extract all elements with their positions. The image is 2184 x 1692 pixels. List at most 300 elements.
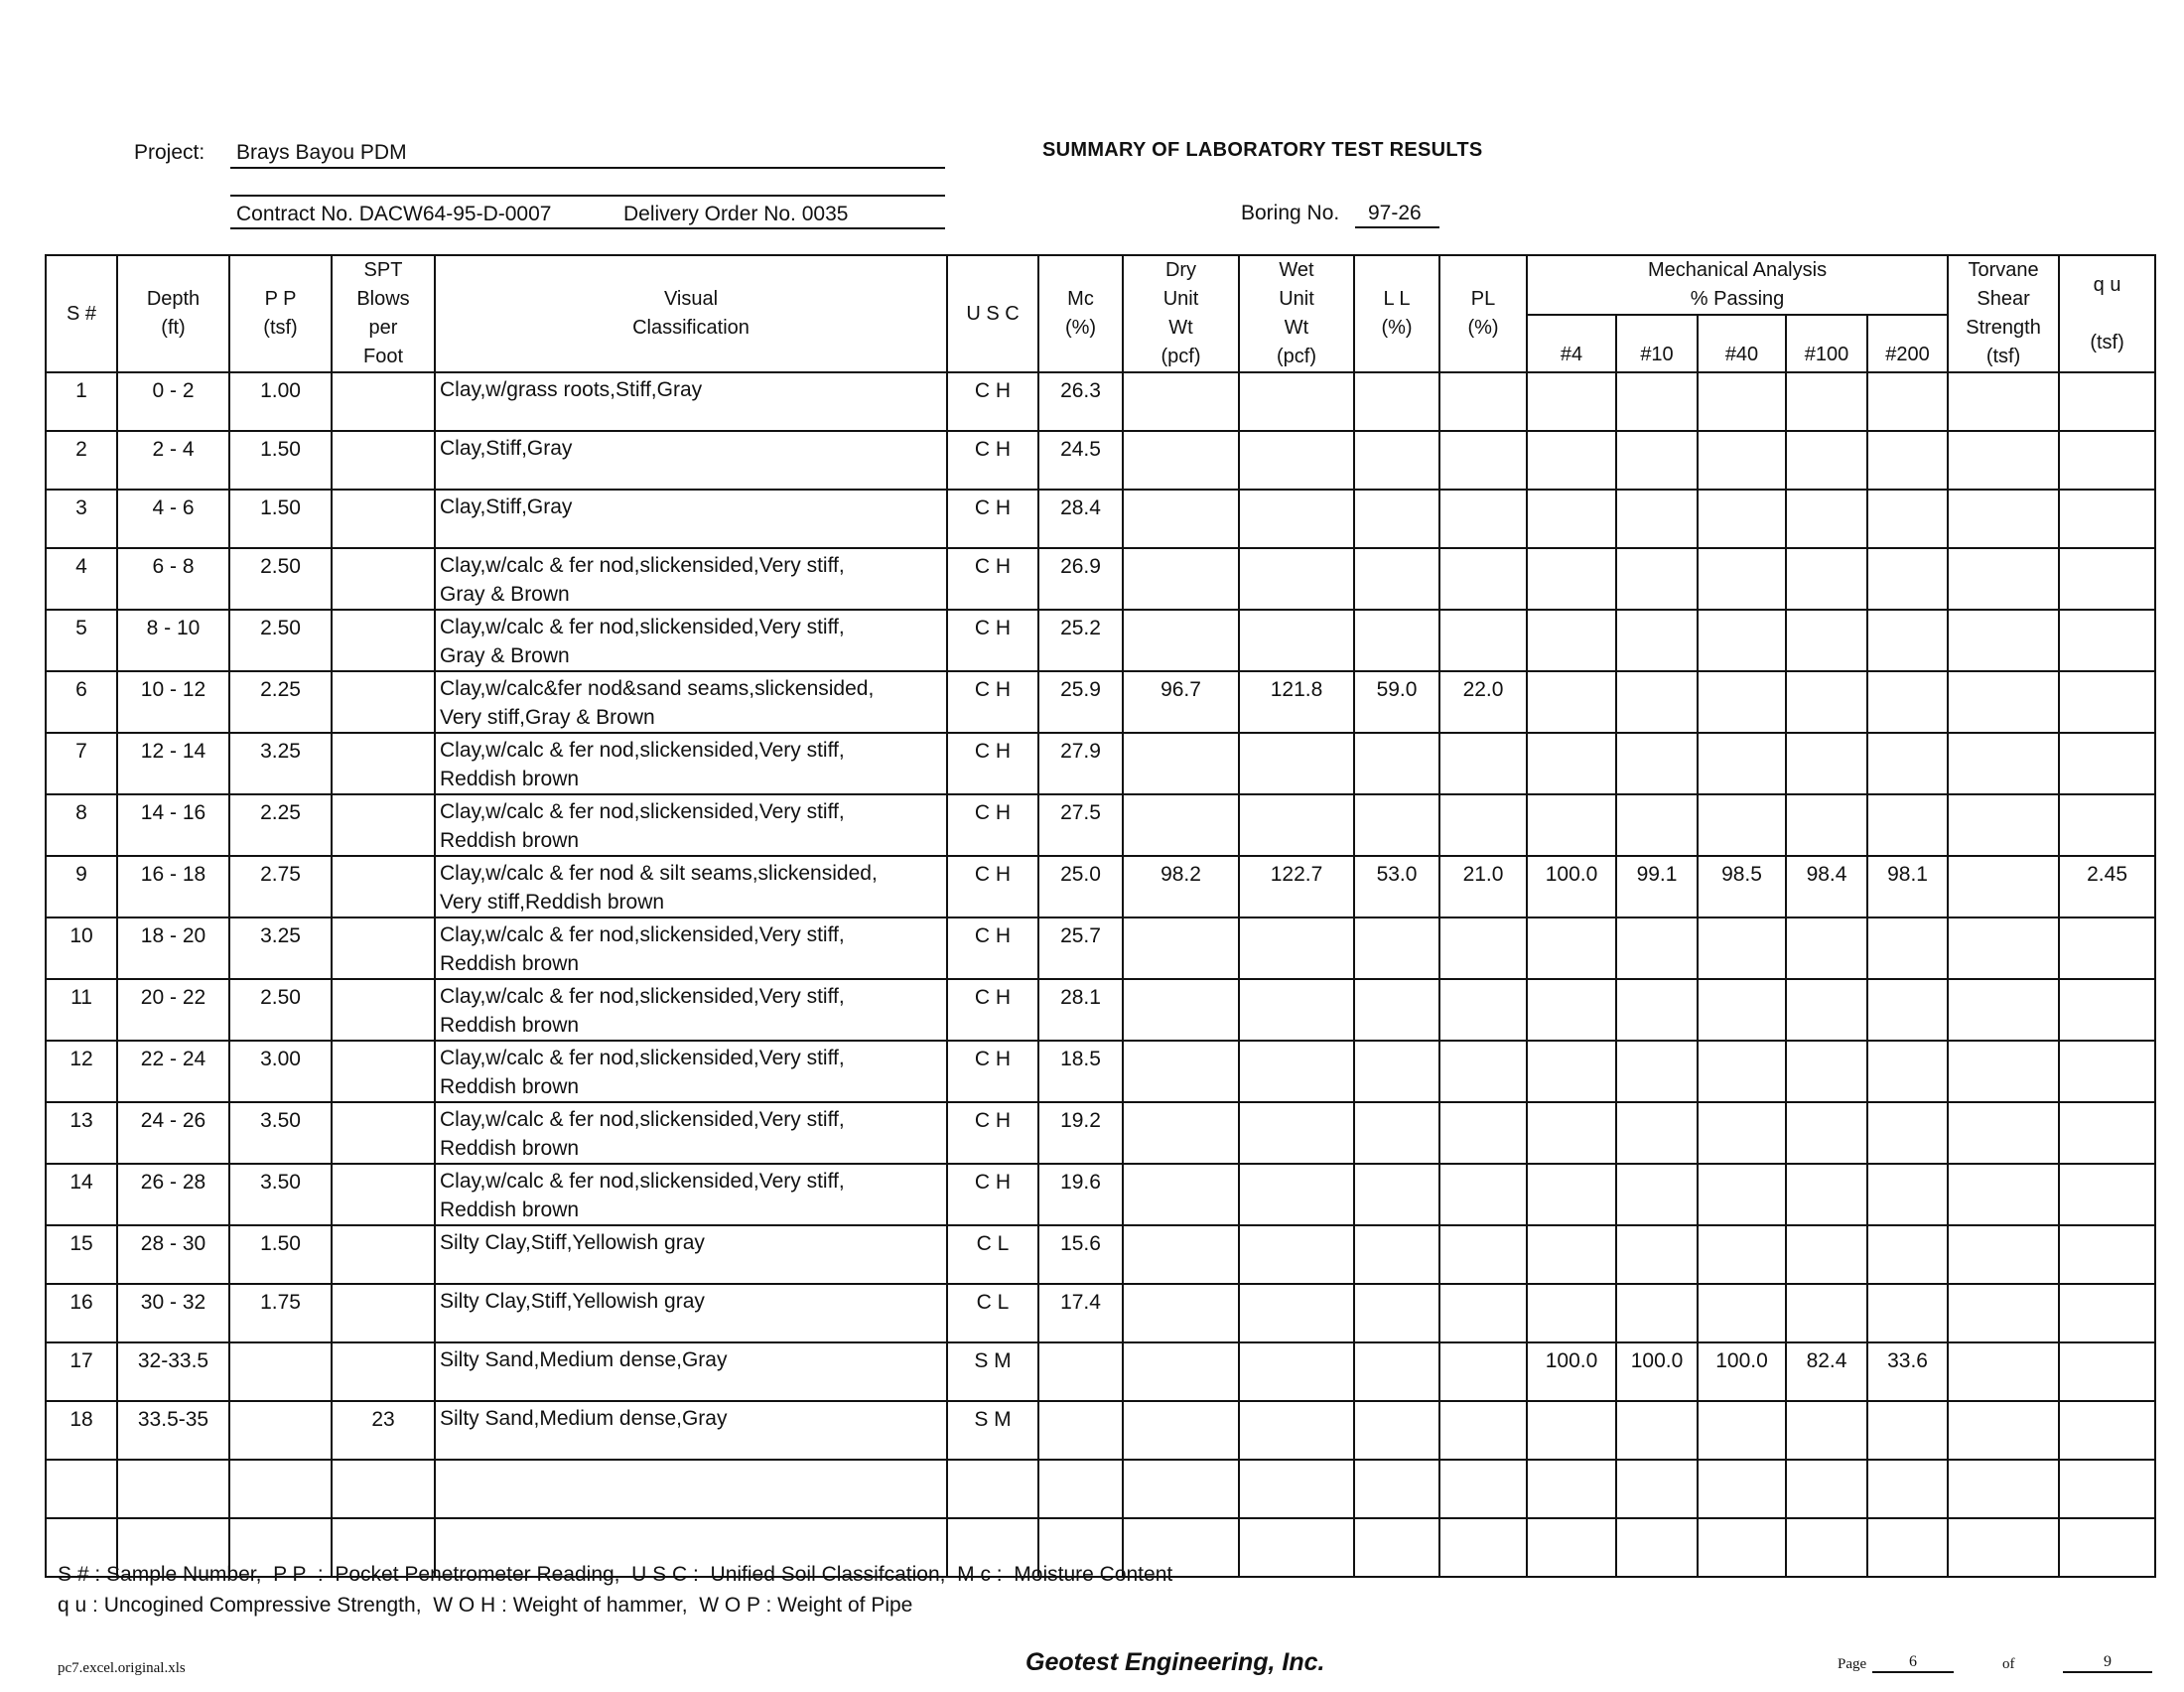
- cell-wet-unit-wt: [1239, 1401, 1354, 1460]
- cell-usc: C L: [947, 1225, 1038, 1284]
- cell-wet-unit-wt: [1239, 1102, 1354, 1164]
- cell-torvane: [1948, 1225, 2059, 1284]
- cell-visual-classification: [435, 1225, 947, 1284]
- cell-sieve-10: 99.1: [1616, 856, 1698, 917]
- cell-sieve-100: [1786, 610, 1867, 671]
- cell-pl: [1439, 1164, 1527, 1225]
- cell-sieve-4: [1527, 431, 1616, 490]
- cell-spt: [332, 490, 435, 548]
- cell-qu: [2059, 610, 2155, 671]
- cell-spt: [332, 1164, 435, 1225]
- cell-torvane: [1948, 1102, 2059, 1164]
- col-visual-classification: Visual Classification: [435, 255, 947, 372]
- cell-dry-unit-wt: [1123, 979, 1239, 1041]
- cell-dry-unit-wt: 96.7: [1123, 671, 1239, 733]
- cell-sieve-200: 98.1: [1867, 856, 1948, 917]
- cell-sample-number: 13: [46, 1102, 117, 1164]
- cell-wet-unit-wt: [1239, 431, 1354, 490]
- cell-sieve-100: [1786, 1041, 1867, 1102]
- classification-line: Gray & Brown: [440, 644, 570, 667]
- table-row: [46, 856, 2155, 917]
- boring-label: Boring No.: [1241, 202, 1340, 224]
- cell-dry-unit-wt: [1123, 490, 1239, 548]
- cell-sieve-200: [1867, 917, 1948, 979]
- cell-sample-number: 8: [46, 794, 117, 856]
- col-sieve-40: #40: [1698, 315, 1786, 372]
- classification-line: Clay,w/calc & fer nod,slickensided,Very stiff,: [440, 985, 845, 1008]
- cell-sieve-40: [1698, 1460, 1786, 1518]
- cell-sieve-200: [1867, 490, 1948, 548]
- cell-sieve-4: [1527, 1164, 1616, 1225]
- cell-sieve-100: [1786, 1164, 1867, 1225]
- cell-pp: [229, 1342, 332, 1401]
- cell-depth: 22 - 24: [117, 1041, 229, 1102]
- classification-line: Clay,w/calc & fer nod & silt seams,slickensided,: [440, 862, 878, 885]
- cell-sieve-10: [1616, 794, 1698, 856]
- cell-pl: [1439, 1460, 1527, 1518]
- cell-visual-classification: [435, 372, 947, 431]
- cell-usc: C H: [947, 1102, 1038, 1164]
- cell-sieve-200: [1867, 1460, 1948, 1518]
- classification-line: Clay,Stiff,Gray: [440, 495, 573, 518]
- cell-usc: C H: [947, 490, 1038, 548]
- cell-torvane: [1948, 431, 2059, 490]
- cell-dry-unit-wt: [1123, 548, 1239, 610]
- boring-value: 97-26: [1368, 202, 1422, 224]
- cell-sieve-10: [1616, 733, 1698, 794]
- cell-pl: [1439, 548, 1527, 610]
- classification-line: Reddish brown: [440, 768, 580, 790]
- cell-sample-number: 5: [46, 610, 117, 671]
- cell-sieve-10: [1616, 917, 1698, 979]
- cell-pp: 3.25: [229, 733, 332, 794]
- classification-line: Reddish brown: [440, 952, 580, 975]
- cell-mc: 15.6: [1038, 1225, 1123, 1284]
- classification-line: Clay,w/calc & fer nod,slickensided,Very stiff,: [440, 1108, 845, 1131]
- table-row: [46, 671, 2155, 733]
- cell-depth: 24 - 26: [117, 1102, 229, 1164]
- table-row: [46, 431, 2155, 490]
- table-row: [46, 1225, 2155, 1284]
- classification-line: Clay,w/calc & fer nod,slickensided,Very stiff,: [440, 923, 845, 946]
- cell-pl: [1439, 610, 1527, 671]
- cell-mc: 26.3: [1038, 372, 1123, 431]
- cell-sieve-40: [1698, 1164, 1786, 1225]
- cell-sieve-10: [1616, 431, 1698, 490]
- cell-wet-unit-wt: [1239, 1225, 1354, 1284]
- of-label: of: [2002, 1656, 2015, 1672]
- classification-line: Silty Clay,Stiff,Yellowish gray: [440, 1231, 705, 1254]
- cell-ll: [1354, 1460, 1439, 1518]
- cell-sieve-40: [1698, 372, 1786, 431]
- cell-ll: [1354, 1041, 1439, 1102]
- cell-usc: C H: [947, 671, 1038, 733]
- cell-sieve-200: [1867, 1041, 1948, 1102]
- cell-pp: 1.50: [229, 431, 332, 490]
- cell-pl: [1439, 1342, 1527, 1401]
- cell-dry-unit-wt: [1123, 1225, 1239, 1284]
- cell-qu: [2059, 548, 2155, 610]
- cell-pp: 2.50: [229, 548, 332, 610]
- table-row: [46, 372, 2155, 431]
- lab-results-table: [45, 254, 2156, 1578]
- footnote-line-2: q u : Uncogined Compressive Strength, W O H : Weight of hammer, W O P : Weight of Pipe: [58, 1594, 913, 1617]
- table-row: [46, 1041, 2155, 1102]
- cell-ll: [1354, 490, 1439, 548]
- cell-sieve-200: [1867, 431, 1948, 490]
- cell-spt: [332, 1284, 435, 1342]
- col-mechanical-analysis: Mechanical Analysis % Passing: [1527, 255, 1948, 315]
- cell-wet-unit-wt: [1239, 1164, 1354, 1225]
- cell-usc: C H: [947, 856, 1038, 917]
- header-rule: [230, 195, 945, 197]
- cell-pl: [1439, 1225, 1527, 1284]
- cell-sieve-200: [1867, 372, 1948, 431]
- cell-ll: [1354, 794, 1439, 856]
- cell-mc: 26.9: [1038, 548, 1123, 610]
- col-sample-number: S #: [46, 255, 117, 372]
- cell-torvane: [1948, 794, 2059, 856]
- cell-sieve-40: [1698, 1518, 1786, 1577]
- cell-sieve-4: [1527, 733, 1616, 794]
- classification-line: Reddish brown: [440, 1137, 580, 1160]
- cell-sieve-4: [1527, 1401, 1616, 1460]
- cell-sieve-100: [1786, 1460, 1867, 1518]
- cell-sieve-200: [1867, 1102, 1948, 1164]
- cell-ll: [1354, 917, 1439, 979]
- cell-torvane: [1948, 856, 2059, 917]
- cell-pp: 1.00: [229, 372, 332, 431]
- cell-dry-unit-wt: [1123, 431, 1239, 490]
- cell-sample-number: 18: [46, 1401, 117, 1460]
- cell-visual-classification: [435, 1342, 947, 1401]
- boring-underline: [1355, 226, 1439, 228]
- cell-visual-classification: [435, 490, 947, 548]
- cell-sieve-40: [1698, 733, 1786, 794]
- classification-line: Clay,w/calc & fer nod,slickensided,Very stiff,: [440, 616, 845, 638]
- cell-sample-number: 4: [46, 548, 117, 610]
- cell-pl: [1439, 1401, 1527, 1460]
- cell-dry-unit-wt: [1123, 1041, 1239, 1102]
- classification-line: Clay,w/calc&fer nod&sand seams,slickensided,: [440, 677, 875, 700]
- cell-pp: 3.25: [229, 917, 332, 979]
- cell-depth: 2 - 4: [117, 431, 229, 490]
- cell-sieve-100: [1786, 794, 1867, 856]
- page-total: 9: [2063, 1653, 2152, 1673]
- classification-line: Reddish brown: [440, 1075, 580, 1098]
- cell-sieve-40: [1698, 1401, 1786, 1460]
- page-title: SUMMARY OF LABORATORY TEST RESULTS: [1042, 139, 1483, 161]
- cell-sieve-4: [1527, 917, 1616, 979]
- cell-dry-unit-wt: [1123, 917, 1239, 979]
- cell-usc: C L: [947, 1284, 1038, 1342]
- cell-sample-number: 1: [46, 372, 117, 431]
- cell-ll: [1354, 431, 1439, 490]
- cell-pl: [1439, 1518, 1527, 1577]
- cell-sample-number: 15: [46, 1225, 117, 1284]
- cell-spt: [332, 856, 435, 917]
- cell-mc: 25.2: [1038, 610, 1123, 671]
- col-spt: SPT Blows per Foot: [332, 255, 435, 372]
- cell-sample-number: 2: [46, 431, 117, 490]
- cell-dry-unit-wt: [1123, 794, 1239, 856]
- cell-dry-unit-wt: [1123, 1284, 1239, 1342]
- cell-mc: 19.6: [1038, 1164, 1123, 1225]
- cell-pl: [1439, 372, 1527, 431]
- cell-depth: 8 - 10: [117, 610, 229, 671]
- cell-dry-unit-wt: [1123, 1401, 1239, 1460]
- cell-wet-unit-wt: [1239, 490, 1354, 548]
- cell-dry-unit-wt: 98.2: [1123, 856, 1239, 917]
- cell-mc: [1038, 1460, 1123, 1518]
- cell-dry-unit-wt: [1123, 610, 1239, 671]
- cell-sieve-100: [1786, 372, 1867, 431]
- cell-usc: C H: [947, 979, 1038, 1041]
- cell-torvane: [1948, 1164, 2059, 1225]
- cell-pl: 21.0: [1439, 856, 1527, 917]
- cell-depth: 6 - 8: [117, 548, 229, 610]
- cell-spt: [332, 794, 435, 856]
- col-ll: L L (%): [1354, 255, 1439, 372]
- cell-spt: [332, 610, 435, 671]
- classification-line: Very stiff,Reddish brown: [440, 891, 665, 914]
- classification-line: Silty Sand,Medium dense,Gray: [440, 1407, 728, 1430]
- cell-sieve-10: [1616, 1460, 1698, 1518]
- project-label: Project:: [134, 141, 205, 164]
- cell-sieve-4: 100.0: [1527, 856, 1616, 917]
- cell-wet-unit-wt: 122.7: [1239, 856, 1354, 917]
- cell-sieve-100: [1786, 548, 1867, 610]
- classification-line: Very stiff,Gray & Brown: [440, 706, 655, 729]
- cell-ll: [1354, 372, 1439, 431]
- delivery-order: Delivery Order No. 0035: [623, 203, 849, 225]
- cell-qu: [2059, 1225, 2155, 1284]
- cell-sieve-40: [1698, 548, 1786, 610]
- cell-sample-number: 9: [46, 856, 117, 917]
- cell-sieve-100: 82.4: [1786, 1342, 1867, 1401]
- cell-pp: 2.25: [229, 794, 332, 856]
- classification-line: Clay,w/calc & fer nod,slickensided,Very stiff,: [440, 1047, 845, 1069]
- cell-torvane: [1948, 548, 2059, 610]
- cell-usc: C H: [947, 1164, 1038, 1225]
- cell-mc: 25.9: [1038, 671, 1123, 733]
- cell-sieve-10: [1616, 979, 1698, 1041]
- cell-pp: 3.50: [229, 1102, 332, 1164]
- cell-sieve-100: [1786, 671, 1867, 733]
- cell-usc: C H: [947, 733, 1038, 794]
- cell-pl: [1439, 979, 1527, 1041]
- cell-pp: 2.50: [229, 979, 332, 1041]
- cell-spt: [332, 979, 435, 1041]
- cell-usc: C H: [947, 917, 1038, 979]
- col-depth: Depth (ft): [117, 255, 229, 372]
- classification-line: Reddish brown: [440, 829, 580, 852]
- cell-ll: [1354, 1342, 1439, 1401]
- cell-sample-number: [46, 1460, 117, 1518]
- cell-pl: [1439, 431, 1527, 490]
- col-qu: q u (tsf): [2059, 255, 2155, 372]
- cell-qu: [2059, 917, 2155, 979]
- cell-sieve-10: 100.0: [1616, 1342, 1698, 1401]
- classification-line: Clay,w/calc & fer nod,slickensided,Very stiff,: [440, 554, 845, 577]
- cell-sieve-4: [1527, 794, 1616, 856]
- cell-sieve-40: [1698, 794, 1786, 856]
- cell-visual-classification: [435, 1401, 947, 1460]
- cell-dry-unit-wt: [1123, 1342, 1239, 1401]
- cell-spt: [332, 671, 435, 733]
- cell-spt: [332, 733, 435, 794]
- cell-mc: [1038, 1342, 1123, 1401]
- cell-spt: [332, 372, 435, 431]
- cell-dry-unit-wt: [1123, 372, 1239, 431]
- cell-usc: [947, 1460, 1038, 1518]
- cell-sieve-10: [1616, 372, 1698, 431]
- cell-sieve-10: [1616, 548, 1698, 610]
- cell-ll: [1354, 1401, 1439, 1460]
- classification-line: Silty Clay,Stiff,Yellowish gray: [440, 1290, 705, 1313]
- cell-wet-unit-wt: [1239, 372, 1354, 431]
- cell-dry-unit-wt: [1123, 1164, 1239, 1225]
- cell-qu: [2059, 1460, 2155, 1518]
- cell-visual-classification: [435, 671, 947, 733]
- cell-usc: S M: [947, 1342, 1038, 1401]
- cell-ll: [1354, 733, 1439, 794]
- cell-sieve-4: 100.0: [1527, 1342, 1616, 1401]
- cell-sieve-10: [1616, 1518, 1698, 1577]
- cell-qu: [2059, 1041, 2155, 1102]
- table-row: [46, 794, 2155, 856]
- cell-torvane: [1948, 1342, 2059, 1401]
- cell-sieve-200: [1867, 979, 1948, 1041]
- cell-mc: 27.5: [1038, 794, 1123, 856]
- classification-line: Gray & Brown: [440, 583, 570, 606]
- cell-sieve-100: [1786, 733, 1867, 794]
- cell-sample-number: 17: [46, 1342, 117, 1401]
- cell-wet-unit-wt: [1239, 794, 1354, 856]
- cell-pl: [1439, 490, 1527, 548]
- cell-pl: [1439, 1284, 1527, 1342]
- cell-sieve-40: 100.0: [1698, 1342, 1786, 1401]
- col-pp: P P (tsf): [229, 255, 332, 372]
- cell-sieve-4: [1527, 372, 1616, 431]
- cell-ll: [1354, 1518, 1439, 1577]
- cell-spt: 23: [332, 1401, 435, 1460]
- cell-sieve-4: [1527, 1041, 1616, 1102]
- classification-line: Clay,w/calc & fer nod,slickensided,Very stiff,: [440, 1170, 845, 1193]
- cell-pp: 1.75: [229, 1284, 332, 1342]
- table-row: [46, 1164, 2155, 1225]
- cell-pl: [1439, 794, 1527, 856]
- cell-qu: 2.45: [2059, 856, 2155, 917]
- cell-dry-unit-wt: [1123, 733, 1239, 794]
- table-row: [46, 1460, 2155, 1518]
- table-row: [46, 490, 2155, 548]
- cell-qu: [2059, 490, 2155, 548]
- cell-torvane: [1948, 979, 2059, 1041]
- cell-qu: [2059, 1342, 2155, 1401]
- project-underline: [230, 167, 945, 169]
- cell-qu: [2059, 979, 2155, 1041]
- cell-sieve-200: [1867, 733, 1948, 794]
- cell-sieve-40: [1698, 1102, 1786, 1164]
- cell-mc: 27.9: [1038, 733, 1123, 794]
- cell-sieve-40: [1698, 671, 1786, 733]
- source-filename: pc7.excel.original.xls: [58, 1660, 186, 1676]
- col-dry-unit-wt: Dry Unit Wt (pcf): [1123, 255, 1239, 372]
- cell-depth: 16 - 18: [117, 856, 229, 917]
- cell-torvane: [1948, 1518, 2059, 1577]
- cell-qu: [2059, 1102, 2155, 1164]
- cell-depth: 12 - 14: [117, 733, 229, 794]
- cell-usc: C H: [947, 1041, 1038, 1102]
- cell-visual-classification: [435, 733, 947, 794]
- cell-sieve-200: [1867, 548, 1948, 610]
- col-wet-unit-wt: Wet Unit Wt (pcf): [1239, 255, 1354, 372]
- cell-torvane: [1948, 490, 2059, 548]
- cell-sieve-100: [1786, 917, 1867, 979]
- cell-sieve-40: [1698, 490, 1786, 548]
- col-torvane: Torvane Shear Strength (tsf): [1948, 255, 2059, 372]
- cell-depth: 32-33.5: [117, 1342, 229, 1401]
- cell-visual-classification: [435, 979, 947, 1041]
- cell-pp: 2.50: [229, 610, 332, 671]
- cell-depth: 28 - 30: [117, 1225, 229, 1284]
- cell-sieve-40: [1698, 917, 1786, 979]
- cell-ll: [1354, 979, 1439, 1041]
- cell-qu: [2059, 1164, 2155, 1225]
- cell-sieve-100: [1786, 1225, 1867, 1284]
- cell-spt: [332, 548, 435, 610]
- cell-wet-unit-wt: [1239, 1342, 1354, 1401]
- cell-sieve-200: [1867, 1401, 1948, 1460]
- cell-sample-number: 6: [46, 671, 117, 733]
- cell-usc: S M: [947, 1401, 1038, 1460]
- cell-ll: [1354, 610, 1439, 671]
- cell-pp: 3.50: [229, 1164, 332, 1225]
- cell-sieve-100: [1786, 1518, 1867, 1577]
- cell-wet-unit-wt: [1239, 1518, 1354, 1577]
- cell-torvane: [1948, 733, 2059, 794]
- cell-ll: [1354, 1225, 1439, 1284]
- cell-sieve-40: [1698, 1225, 1786, 1284]
- cell-depth: 30 - 32: [117, 1284, 229, 1342]
- cell-sieve-10: [1616, 1164, 1698, 1225]
- cell-torvane: [1948, 1401, 2059, 1460]
- cell-sieve-10: [1616, 490, 1698, 548]
- cell-usc: C H: [947, 610, 1038, 671]
- cell-sieve-200: [1867, 1225, 1948, 1284]
- table-row: [46, 1102, 2155, 1164]
- cell-visual-classification: [435, 548, 947, 610]
- col-sieve-100: #100: [1786, 315, 1867, 372]
- classification-line: Reddish brown: [440, 1014, 580, 1037]
- cell-depth: 18 - 20: [117, 917, 229, 979]
- cell-sample-number: 3: [46, 490, 117, 548]
- col-usc: U S C: [947, 255, 1038, 372]
- cell-qu: [2059, 1518, 2155, 1577]
- cell-depth: 20 - 22: [117, 979, 229, 1041]
- cell-mc: 17.4: [1038, 1284, 1123, 1342]
- cell-mc: 18.5: [1038, 1041, 1123, 1102]
- cell-depth: 14 - 16: [117, 794, 229, 856]
- cell-sieve-4: [1527, 671, 1616, 733]
- cell-pp: 1.50: [229, 1225, 332, 1284]
- cell-sieve-100: 98.4: [1786, 856, 1867, 917]
- cell-ll: [1354, 1164, 1439, 1225]
- cell-mc: 28.1: [1038, 979, 1123, 1041]
- cell-qu: [2059, 1284, 2155, 1342]
- cell-mc: 25.7: [1038, 917, 1123, 979]
